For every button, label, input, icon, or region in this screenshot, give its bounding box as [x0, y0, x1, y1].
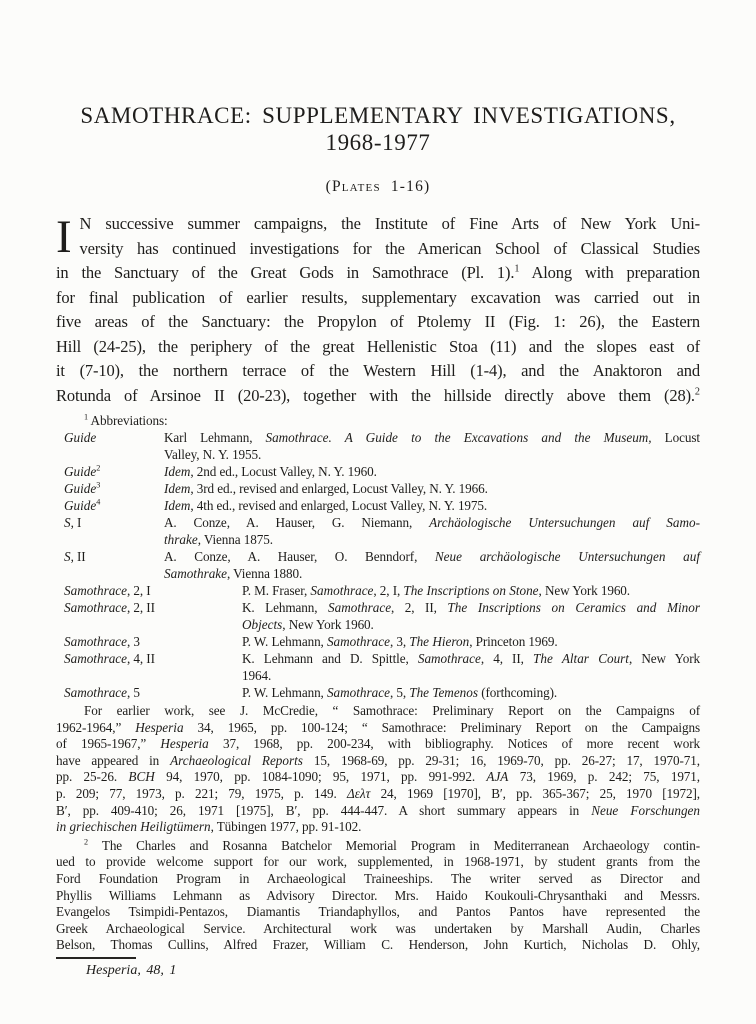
- text-line: Idem, 3rd ed., revised and enlarged, Locust Valley, N. Y. 1966.: [164, 481, 488, 496]
- text-line: K. Lehmann, Samothrace, 2, II, The Inscriptions on Ceramics and Minor: [242, 600, 700, 615]
- footnotes-section: [56, 412, 700, 954]
- footnote-1-paragraph: [56, 703, 700, 836]
- abbreviation-row: [56, 548, 700, 582]
- abbreviation-definition: [164, 463, 700, 480]
- abbreviations-header: $^1$ Abbreviations:: [84, 412, 168, 428]
- text-line: Phyllis Williams Lehmann as Advisory Director. Mrs. Haido Koukouli-Chrysanthaki and Messrs.: [56, 887, 700, 903]
- article-title: [56, 102, 700, 156]
- abbreviation-definition: [242, 582, 700, 599]
- abbreviation-term: S, II: [64, 549, 86, 564]
- running-footer: Hesperia, 48, 1: [86, 963, 177, 978]
- text-line: Idem, 4th ed., revised and enlarged, Locust Valley, N. Y. 1975.: [164, 498, 488, 513]
- text-line: K. Lehmann and D. Spittle, Samothrace, 4, II, The Altar Court, New York: [242, 651, 700, 666]
- lead-paragraph: [56, 212, 700, 408]
- abbreviation-term: Samothrace, 3: [64, 634, 140, 649]
- title-line-1: SAMOTHRACE: SUPPLEMENTARY INVESTIGATIONS,: [80, 103, 676, 128]
- text-line: $^2$ The Charles and Rosanna Batchelor Memorial Program in Mediterranean Archaeology contin-: [84, 837, 700, 853]
- text-line: For earlier work, see J. McCredie, “ Samothrace: Preliminary Report on the Campaigns of: [84, 703, 700, 718]
- text-line: Ford Foundation Program in Archaeological Traineeships. The writer served as Director and: [56, 870, 700, 886]
- text-line: have appeared in Archaeological Reports 15, 1968-69, pp. 29-31; 16, 1969-70, pp. 26-27; 17, 1970-71,: [56, 752, 700, 768]
- abbreviation-term: Samothrace, 2, I: [64, 583, 151, 598]
- abbreviation-term: Guide$^2$: [64, 463, 101, 479]
- text-line: Karl Lehmann, Samothrace. A Guide to the Excavations and the Museum, Locust: [164, 430, 700, 445]
- abbreviation-term: Samothrace, 4, II: [64, 651, 155, 666]
- text-line: Hill (24-25), the periphery of the great Hellenistic Stoa (11) and the slopes east of: [56, 336, 700, 356]
- text-line: P. M. Fraser, Samothrace, 2, I, The Inscriptions on Stone, New York 1960.: [242, 583, 630, 598]
- text-line: pp. 25-26. BCH 94, 1970, pp. 1084-1090; 95, 1971, pp. 991-992. AJA 73, 1969, p. 242; 75, 1971,: [56, 769, 700, 785]
- lead-paragraph-lines: [56, 212, 700, 408]
- text-line: Belson, Thomas Cullins, Alfred Frazer, William C. Henderson, John Kurtich, Nicholas D. Ohly,: [56, 937, 700, 953]
- abbreviation-definition: [164, 480, 700, 497]
- text-line: P. W. Lehmann, Samothrace, 5, The Temenos (forthcoming).: [242, 685, 558, 700]
- abbreviation-definition: [242, 684, 700, 701]
- text-line: in the Sanctuary of the Great Gods in Samothrace (Pl. 1).$^1$ Along with preparation: [56, 263, 700, 282]
- abbreviation-row: [56, 684, 700, 701]
- text-line: five areas of the Sanctuary: the Propylon of Ptolemy II (Fig. 1: 26), the Eastern: [56, 312, 700, 331]
- text-line: Samothrake, Vienna 1880.: [164, 566, 303, 581]
- abbreviation-row: [56, 463, 700, 480]
- text-line: A. Conze, A. Hauser, G. Niemann, Archäologische Untersuchungen auf Samo-: [164, 515, 700, 530]
- text-line: 1962-1964,” Hesperia 34, 1965, pp. 100-124; “ Samothrace: Preliminary Report on the Campaigns: [56, 719, 701, 735]
- text-line: versity has continued investigations for the American School of Classical Studies: [79, 238, 700, 258]
- abbreviation-row: [56, 497, 700, 514]
- abbreviation-term: Guide: [64, 430, 97, 445]
- plates-note: (Plates 1-16): [325, 178, 431, 195]
- text-line: N successive summer campaigns, the Institute of Fine Arts of New York Uni-: [79, 214, 700, 233]
- abbreviation-term: Guide$^4$: [64, 497, 101, 513]
- drop-cap: I: [56, 211, 72, 263]
- abbreviation-definition: [242, 633, 700, 650]
- text-line: 1964.: [242, 668, 272, 683]
- text-line: p. 209; 77, 1973, p. 221; 79, 1975, p. 149. Δελτ 24, 1969 [1970], Β′, pp. 365-367; 25, 1970 [1972],: [56, 785, 700, 801]
- abbreviation-definition: [164, 514, 700, 548]
- title-line-2: 1968-1977: [325, 130, 431, 155]
- abbreviation-term: Samothrace, 2, II: [64, 600, 155, 615]
- text-line: Objects, New York 1960.: [242, 617, 374, 632]
- text-line: Greek Archaeological Service. Architectural work was undertaken by Marshall Audin, Charles: [56, 920, 700, 936]
- abbreviation-row: [56, 633, 700, 650]
- abbreviation-row: [56, 514, 700, 548]
- text-line: Β′, pp. 409-410; 26, 1971 [1975], Β′, pp. 444-447. A short summary appears in Neue Forschungen: [56, 802, 701, 818]
- text-line: in griechischen Heiligtümern, Tübingen 1977, pp. 91-102.: [56, 819, 362, 835]
- abbreviation-definition: [164, 497, 700, 514]
- abbreviation-term: S, I: [64, 515, 82, 530]
- abbreviation-list: [56, 429, 700, 701]
- text-line: Valley, N. Y. 1955.: [164, 447, 262, 462]
- abbreviation-definition: [242, 599, 700, 633]
- text-line: thrake, Vienna 1875.: [164, 532, 273, 547]
- abbreviation-row: [56, 429, 700, 463]
- abbreviation-row: [56, 650, 700, 684]
- abbreviation-term: Samothrace, 5: [64, 685, 140, 700]
- text-line: it (7-10), the northern terrace of the Western Hill (1-4), and the Anaktoron and: [56, 361, 700, 380]
- abbreviation-definition: [164, 429, 700, 463]
- text-line: Rotunda of Arsinoe II (20-23), together with the hillside directly above them (28).$^2$: [56, 385, 700, 405]
- abbreviation-row: [56, 480, 700, 497]
- text-line: ued to provide welcome support for our work, supplemented, in 1968-1971, by student grants from the: [56, 854, 700, 870]
- abbreviation-row: [56, 599, 700, 633]
- abbreviation-row: [56, 582, 700, 599]
- footnote-2-paragraph: [56, 838, 700, 954]
- text-line: A. Conze, A. Hauser, O. Benndorf, Neue archäologische Untersuchungen auf: [164, 549, 700, 564]
- abbreviation-definition: [164, 548, 700, 582]
- page-content: [56, 0, 700, 954]
- abbreviation-term: Guide$^3$: [64, 480, 101, 496]
- text-line: Evangelos Tsimpidi-Pentazos, Diamantis Triandaphyllos, and Pantos Pantos have represented the: [56, 904, 700, 920]
- footer-rule: [56, 957, 136, 959]
- text-line: P. W. Lehmann, Samothrace, 3, The Hieron, Princeton 1969.: [242, 634, 558, 649]
- text-line: of 1965-1967,” Hesperia 37, 1968, pp. 200-234, with bibliography. Notices of more recent work: [56, 736, 700, 752]
- text-line: for final publication of earlier results, supplementary excavation was carried out in: [56, 287, 700, 307]
- abbreviation-definition: [242, 650, 700, 684]
- text-line: Idem, 2nd ed., Locust Valley, N. Y. 1960.: [164, 464, 377, 479]
